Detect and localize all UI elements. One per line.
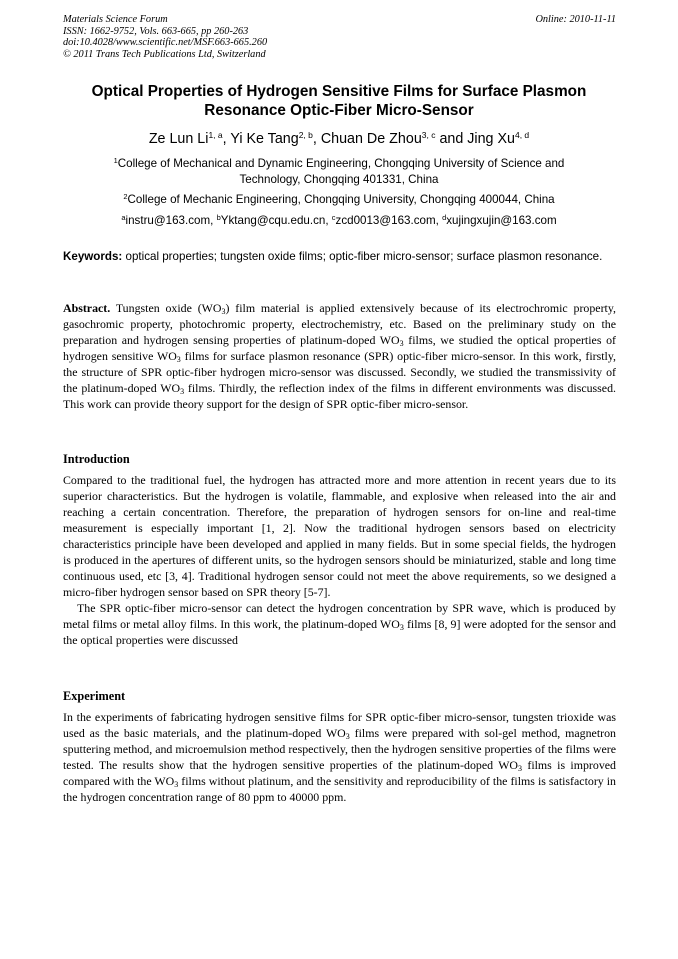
author-name: Jing Xu [467,131,515,147]
affil-1-line-2: Technology, Chongqing 401331, China [239,173,439,186]
subscript: 3 [345,732,350,741]
keywords-text: optical properties; tungsten oxide films; optic-fiber micro-sensor; surface plasmon resonance. [122,250,603,263]
email-separator: , [210,214,217,227]
email-mark: b [216,213,221,222]
email-separator: , [435,214,443,227]
affil-1-line-1: College of Mechanical and Dynamic Engineering, Chongqing University of Science and [117,157,565,170]
author-separator: , [312,131,321,147]
title-line-2: Resonance Optic-Fiber Micro-Sensor [204,102,474,119]
paper-title [40,82,638,120]
journal-name: Materials Science Forum [63,14,168,25]
experiment-text: films were prepared with sol-gel method, magnetron sputtering method, and microemulsion method respectively, then the hydrogen sensitive properties of the films were tested. The results show that the hydrogen sensitive properties of the platinum-doped WO [63,726,616,772]
journal-header [63,14,616,60]
subscript: 3 [176,355,181,364]
experiment-text: films is improved compared with the WO [63,758,616,788]
copyright-line: © 2011 Trans Tech Publications Ltd, Switzerland [63,48,266,60]
subscript: 3 [399,623,404,632]
experiment-heading: Experiment [63,689,126,703]
subscript: 3 [399,339,404,348]
email-mark: a [121,213,126,222]
abstract [63,300,616,412]
introduction-body [63,472,616,648]
subscript: 3 [518,764,523,773]
email-mark: c [331,213,336,222]
intro-paragraph-1: Compared to the traditional fuel, the hydrogen has attracted more and more attention in recent years due to its superior characteristics. But the hydrogen is volatile, flammable, and explosive when released into the air and reaching a certain concentration. Therefore, the preparation of hydrogen sensors for on-line and real-time measurement is especially important [1, 2]. Now the traditional hydrogen sensors based on electricity characteristics principle have been developed and applied in many fields. But in some special fields, the hydrogen is produced in the apertures of different units, so the hydrogen sensors should be miniaturized, stable and long time continuous used, etc [3, 4]. Traditional hydrogen sensor could not meet the above requirements, so we designed a micro-fiber hydrogen sensor based on SPR theory [5-7]. [63,473,616,599]
author-affil-mark: 4, d [514,130,530,140]
author-name: Yi Ke Tang [230,131,299,147]
abstract-text: Tungsten oxide (WO [110,301,222,315]
experiment-text: films without platinum, and the sensitivity and reproducibility of the films is satisfactory in the hydrogen concentration range of 80 ppm to 40000 ppm. [63,774,617,804]
author-affil-mark: 1, a [208,130,223,140]
abstract-label: Abstract. [63,301,111,315]
author-affil-mark: 2, b [298,130,313,140]
abstract-text: films, we studied the optical properties of hydrogen sensitive WO [63,333,616,363]
abstract-text: ) film material is applied extensively because of its electrochromic property, gasochromic property, photochromic property, electrochemistry, etc. Based on the preliminary study on the preparation and hydrogen sensing properties of platinum-doped WO [63,301,616,347]
online-date: Online: 2010-11-11 [535,14,616,25]
email-mark: d [442,213,447,222]
abstract-text: films. Thirdly, the reflection index of the films in different environments was discussed. This work can provide theory support for the design of SPR optic-fiber micro-sensor. [63,381,616,411]
email-address: xujingxujin@163.com [446,214,557,227]
subscript: 3 [180,387,185,396]
experiment-text: In the experiments of fabricating hydrogen sensitive films for SPR optic-fiber micro-sensor, tungsten trioxide was used as the basic materials, and the platinum-doped WO [63,710,616,740]
author-list [40,130,638,148]
affiliation-1 [60,156,618,188]
author-name: Chuan De Zhou [320,131,422,147]
affil-mark: 2 [123,192,128,201]
intro-text: films [8, 9] were adopted for the sensor and the optical properties were discussed [63,617,616,647]
introduction-heading: Introduction [63,452,130,466]
author-separator: and [435,131,468,147]
keywords [63,250,616,264]
abstract-text: films for surface plasmon resonance (SPR) optic-fiber micro-sensor. In this work, firstly, the structure of SPR optic-fiber hydrogen micro-sensor was discussed. Secondly, we studied the transmissivity of the platinum-doped WO [63,349,617,395]
email-address: zcd0013@163.com [335,214,436,227]
email-address: Yktang@cqu.edu.cn [220,214,326,227]
issn-line: ISSN: 1662-9752, Vols. 663-665, pp 260-263 [63,25,249,37]
affil-2-text: College of Mechanic Engineering, Chongqing University, Chongqing 400044, China [127,193,555,206]
intro-paragraph-2 [63,600,616,648]
affiliation-2 [60,192,618,208]
email-address: instru@163.com [125,214,211,227]
author-name: Ze Lun Li [148,131,209,147]
email-list [60,213,618,229]
intro-text: The SPR optic-fiber micro-sensor can detect the hydrogen concentration by SPR wave, which is produced by metal films or metal alloy films. In this work, the platinum-doped WO [63,601,616,631]
title-line-1: Optical Properties of Hydrogen Sensitive Films for Surface Plasmon [91,83,587,100]
author-affil-mark: 3, c [421,130,436,140]
doi-line: doi:10.4028/www.scientific.net/MSF.663-665.260 [63,37,268,49]
keywords-label: Keywords: [63,250,123,263]
author-separator: , [222,131,231,147]
email-separator: , [325,214,332,227]
subscript: 3 [174,780,179,789]
experiment-body [63,709,616,805]
subscript: 3 [221,307,226,316]
affil-mark: 1 [113,156,118,165]
